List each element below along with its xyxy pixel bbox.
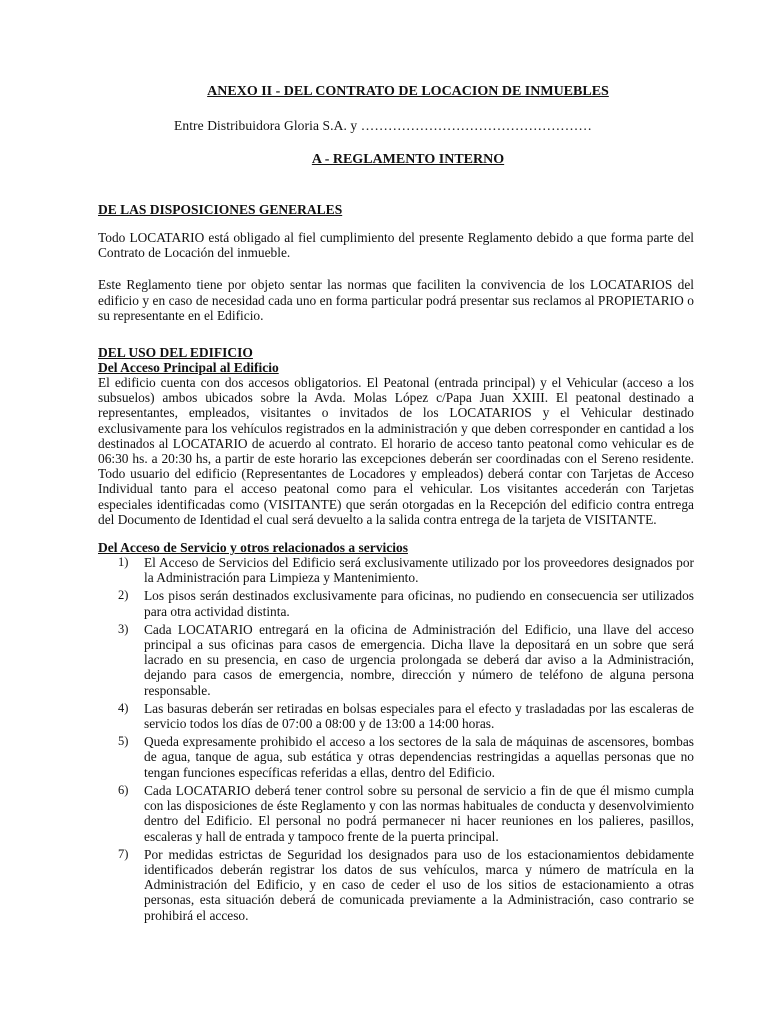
list-item [118,622,694,698]
list-item [118,847,694,923]
list-item [118,588,694,618]
general-provisions-heading: DE LAS DISPOSICIONES GENERALES [98,202,343,217]
list-item-number: 7) [118,846,129,861]
general-paragraph-1: Todo LOCATARIO está obligado al fiel cumplimiento del presente Reglamento debido a que forma parte del Contrato de Locación del inmueble. [98,230,694,261]
list-item-text: Queda expresamente prohibido el acceso a los sectores de la sala de máquinas de ascensores, bombas de agua, tanque de agua, sub estática y otras dependencias restringidas a aquellas personas que no tengan funciones específicas referidas a ellas, dentro del Edificio. [144,734,694,780]
list-item [118,734,694,780]
list-item-text: Las basuras deberán ser retiradas en bolsas especiales para el efecto y trasladadas por las escaleras de servicio todos los días de 07:00 a 08:00 y de 13:00 a 14:00 horas. [144,700,694,732]
list-item [118,783,694,844]
service-rules-list [98,555,694,923]
list-item-text: El Acceso de Servicios del Edificio será exclusivamente utilizado por los proveedores designados por la Administración para Limpieza y Mantenimiento. [144,555,694,586]
list-item-text: Por medidas estrictas de Seguridad los designados para uso de los estacionamientos debidamente identificados deberán registrar los datos de sus vehículos, marca y número de matrícula en la Administración del Edificio, y en caso de ceder el uso de los sitios de estacionamiento a otras personas, esta situación deberá de comunicada previamente a la Administración, caso contrario se prohibirá el acceso. [144,846,694,923]
list-item-number: 5) [118,734,129,749]
regulation-title: A - REGLAMENTO INTERNO [311,152,505,167]
service-access-subheading: Del Acceso de Servicio y otros relacionados a servicios [98,540,408,556]
list-item-number: 6) [118,782,129,797]
general-paragraph-2: Este Reglamento tiene por objeto sentar las normas que faciliten la convivencia de los LOCATARIOS del edificio y en caso de necesidad cada uno en forma particular podrá presentar sus reclamos al PROPIETARIO o su representante en el Edificio. [98,277,694,323]
list-item [118,701,694,731]
list-item-number: 3) [118,621,129,636]
list-item [118,555,694,585]
list-item-text: Cada LOCATARIO deberá tener control sobre su personal de servicio a fin de que él mismo cumpla con las disposiciones de éste Reglamento y con las normas habituales de conducta y desenvolvimiento dentro del Edificio. El personal no podrá permanecer ni hacer reuniones en los palieres, pasillos, escaleras y hall de entrada y tampoco frente de la puerta principal. [144,782,694,844]
main-access-subheading: Del Acceso Principal al Edificio [98,360,279,376]
contract-parties-line: Entre Distribuidora Gloria S.A. y …………………………………………… [174,118,592,133]
list-item-text: Los pisos serán destinados exclusivamente para oficinas, no pudiendo en consecuencia ser utilizados para otra actividad distinta. [144,588,694,619]
list-item-number: 2) [118,588,129,603]
list-item-number: 1) [118,555,129,570]
list-item-text: Cada LOCATARIO entregará en la oficina de Administración del Edificio, una llave del acceso principal a sus oficinas para casos de emergencia. Dicha llave la depositará en un sobre que será lacrado en su presencia, en caso de urgencia prolongada se deberá dar aviso a la Administración, dejando para casos de emergencia, nombre, dirección y número de teléfono de alguna persona responsable. [144,621,694,698]
annex-title: ANEXO II - DEL CONTRATO DE LOCACION DE INMUEBLES [207,84,609,99]
main-access-paragraph: El edificio cuenta con dos accesos obligatorios. El Peatonal (entrada principal) y el Vehicular (acceso a los subsuelos) ambos ubicados sobre la Avda. Molas López c/Papa Juan XXIII. El peatonal destinado a representantes, empleados, visitantes o invitados de los LOCATARIOS y el Vehicular destinado exclusivamente para los vehículos registrados en la administración y que deben corresponder en cantidad a los destinados al LOCATARIO de acuerdo al contrato. El horario de acceso tanto peatonal como vehicular es de 06:30 hs. a 20:30 hs, a partir de este horario las excepciones deberán ser coordinadas con el Sereno residente. Todo usuario del edificio (Representantes de Locadores y empleados) deberá contar con Tarjetas de Acceso Individual tanto para el acceso peatonal como para el vehicular. Los visitantes accederán con Tarjetas especiales identificadas como (VISITANTE) que serán otorgadas en la Recepción del edificio contra entrega del Documento de Identidad el cual será devuelto a la salida contra entrega de la tarjeta de VISITANTE. [98,375,694,527]
list-item-number: 4) [118,700,129,715]
building-use-heading: DEL USO DEL EDIFICIO [98,345,253,361]
